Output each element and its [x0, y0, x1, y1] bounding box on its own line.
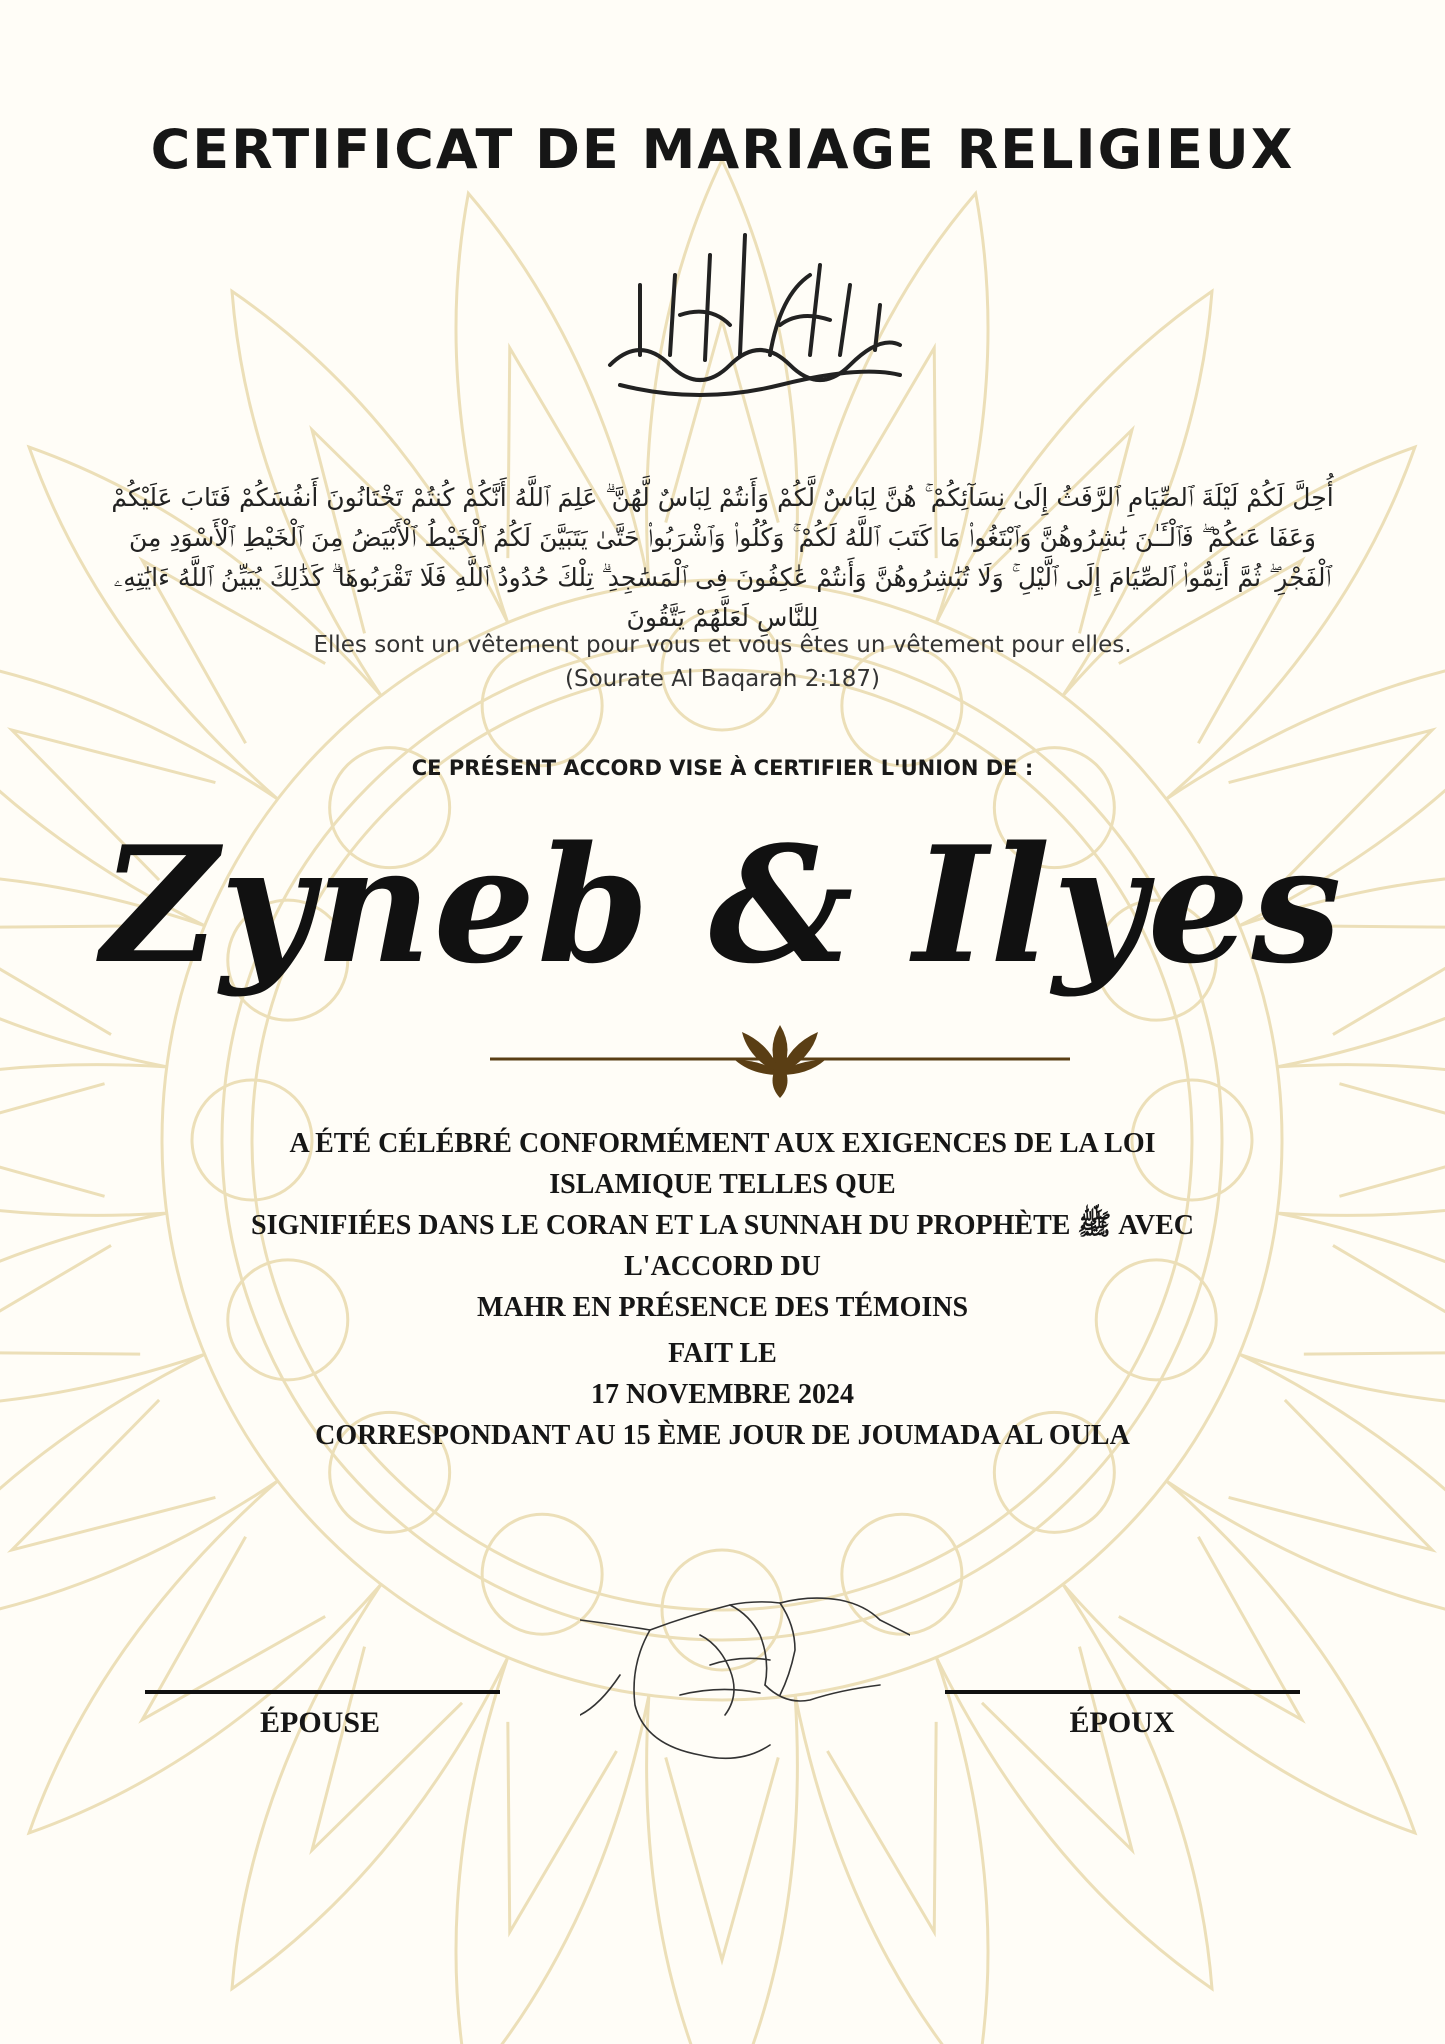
verse-reference: (Sourate Al Baqarah 2:187): [565, 666, 880, 692]
declaration-line-1: A ÉTÉ CÉLÉBRÉ CONFORMÉMENT AUX EXIGENCES DE LA LOI ISLAMIQUE TELLES QUE: [289, 1128, 1156, 1200]
couple-names: Zyneb & Ilyes: [101, 811, 1344, 999]
gregorian-date: 17 NOVEMBRE 2024: [591, 1379, 854, 1410]
groom-label: ÉPOUX: [1069, 1706, 1175, 1739]
hijri-date: CORRESPONDANT AU 15 ÈME JOUR DE JOUMADA AL OULA: [315, 1420, 1130, 1451]
holding-hands-icon: [580, 1575, 910, 1770]
groom-signature-line: [945, 1690, 1300, 1694]
bride-signature-line: [145, 1690, 500, 1694]
bismillah-calligraphy-icon: [580, 215, 920, 415]
certificate-title: CERTIFICAT DE MARIAGE RELIGIEUX: [150, 118, 1295, 181]
declaration-text: [230, 1123, 1215, 1328]
bride-label: ÉPOUSE: [259, 1706, 381, 1739]
date-label: FAIT LE: [668, 1338, 777, 1369]
verse-translation: Elles sont un vêtement pour vous et vous êtes un vêtement pour elles.: [313, 632, 1132, 658]
declaration-line-3: MAHR EN PRÉSENCE DES TÉMOINS: [476, 1292, 969, 1323]
arabic-verse: أُحِلَّ لَكُمْ لَيْلَةَ ٱلصِّيَامِ ٱلرَّفَثُ إِلَىٰ نِسَآئِكُمْ ۚ هُنَّ لِبَاسٌ لَّكُمْ وَأَنتُمْ لِبَاسٌ لَّهُنَّ ۗ عَلِمَ ٱللَّهُ أَنَّكُمْ كُنتُمْ تَخْتَانُونَ أَنفُسَكُمْ فَتَابَ عَلَيْكُمْ وَعَفَا عَنكُمْ ۖ فَٱلْـَٔـٰنَ بَٰشِرُوهُنَّ وَٱبْتَغُوا۟ مَا كَتَبَ ٱللَّهُ لَكُمْ ۚ وَكُلُوا۟ وَٱشْرَبُوا۟ حَتَّىٰ يَتَبَيَّنَ لَكُمُ ٱلْخَيْطُ ٱلْأَبْيَضُ مِنَ ٱلْخَيْطِ ٱلْأَسْوَدِ مِنَ ٱلْفَجْرِ ۖ ثُمَّ أَتِمُّوا۟ ٱلصِّيَامَ إِلَى ٱلَّيْلِ ۚ وَلَا تُبَٰشِرُوهُنَّ وَأَنتُمْ عَٰكِفُونَ فِى ٱلْمَسَٰجِدِ ۗ تِلْكَ حُدُودُ ٱللَّهِ فَلَا تَقْرَبُوهَا ۗ كَذَٰلِكَ يُبَيِّنُ ٱللَّهُ ءَايَٰتِهِۦ لِلنَّاسِ لَعَلَّهُمْ يَتَّقُونَ: [111, 483, 1334, 632]
union-intro: CE PRÉSENT ACCORD VISE À CERTIFIER L'UNION DE :: [411, 756, 1034, 780]
lotus-divider-icon: [490, 1020, 1070, 1100]
declaration-line-2: SIGNIFIÉES DANS LE CORAN ET LA SUNNAH DU PROPHÈTE ﷺ AVEC L'ACCORD DU: [251, 1210, 1194, 1282]
date-block: [0, 1333, 1445, 1456]
verse-translation-block: [0, 628, 1445, 696]
